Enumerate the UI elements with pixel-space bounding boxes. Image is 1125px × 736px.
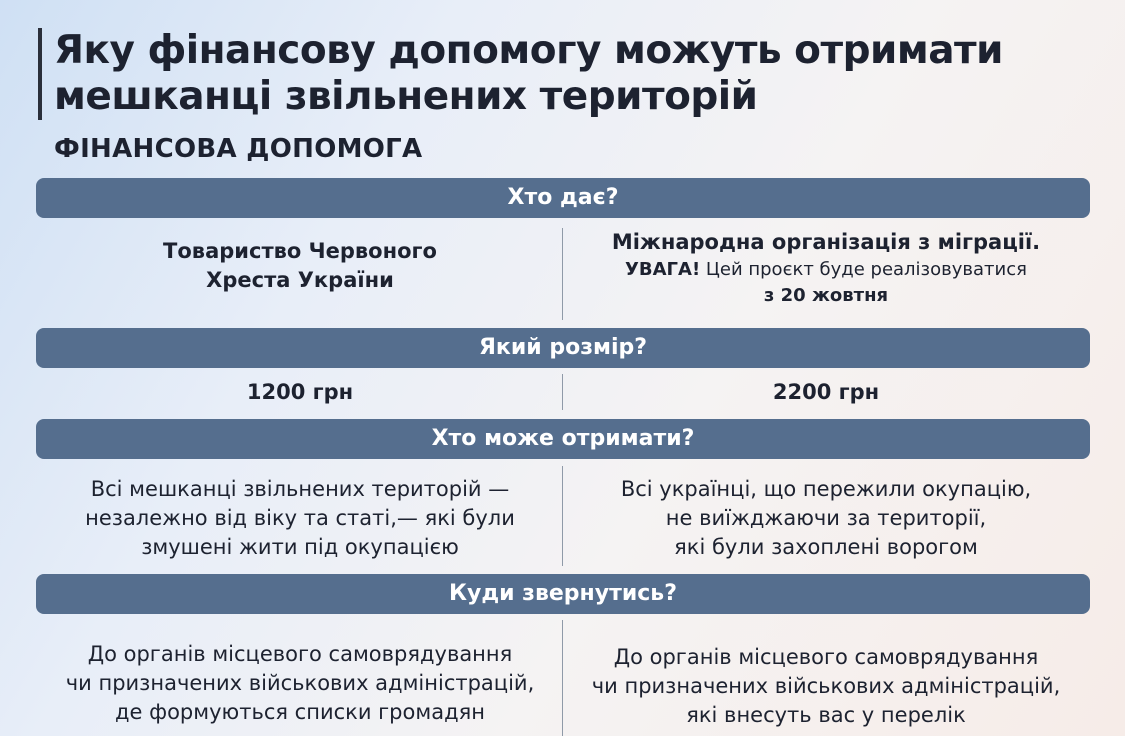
who-gives-right xyxy=(566,228,1086,309)
who-gives-right-date: з 20 жовтня xyxy=(763,285,889,306)
section-header-where-to: Куди звернутись? xyxy=(36,574,1090,614)
attention-label: УВАГА! xyxy=(625,259,701,280)
title-line-2: мешканці звільнених територій xyxy=(54,74,758,119)
where-to-right xyxy=(566,643,1086,730)
who-can-left xyxy=(40,475,560,562)
page-title xyxy=(38,28,1003,120)
where-to-left-line-1: До органів місцевого самоврядування xyxy=(87,642,513,666)
who-can-left-line-3: змушені жити під окупацією xyxy=(141,535,459,559)
who-gives-left xyxy=(40,237,560,295)
who-can-right xyxy=(566,475,1086,562)
where-to-left-line-2: чи призначених військових адміністрацій, xyxy=(65,671,535,695)
where-to-right-line-2: чи призначених військових адміністрацій, xyxy=(591,674,1061,698)
amount-right: 2200 грн xyxy=(772,380,880,404)
section-header-who-gives: Хто дає? xyxy=(36,178,1090,218)
section-header-who-can: Хто може отримати? xyxy=(36,419,1090,459)
title-line-1: Яку фінансову допомогу можуть отримати xyxy=(54,28,1003,73)
who-can-right-line-3: які були захоплені ворогом xyxy=(674,535,978,559)
column-divider-2 xyxy=(562,374,563,410)
who-gives-right-title: Міжнародна організація з міграції. xyxy=(611,230,1041,254)
attention-text: Цей проєкт буде реалізовуватися xyxy=(700,259,1027,280)
column-divider-3 xyxy=(562,466,563,566)
who-can-left-line-1: Всі мешканці звільнених територій — xyxy=(90,477,510,501)
who-can-right-line-1: Всі українці, що пережили окупацію, xyxy=(620,477,1032,501)
column-divider-4 xyxy=(562,620,563,736)
who-can-left-line-2: незалежно від віку та статі,— які були xyxy=(85,506,515,530)
who-can-right-line-2: не виїжджаючи за території, xyxy=(665,506,987,530)
where-to-left-line-3: де формуються списки громадян xyxy=(115,700,485,724)
where-to-right-line-1: До органів місцевого самоврядування xyxy=(613,645,1039,669)
who-gives-left-line-1: Товариство Червоного xyxy=(163,239,437,263)
where-to-right-line-3: які внесуть вас у перелік xyxy=(686,703,966,727)
amount-left: 1200 грн xyxy=(246,380,354,404)
who-gives-right-note xyxy=(566,257,1086,283)
subtitle: ФІНАНСОВА ДОПОМОГА xyxy=(54,134,423,164)
where-to-left xyxy=(40,640,560,727)
column-divider-1 xyxy=(562,228,563,320)
section-header-amount: Який розмір? xyxy=(36,328,1090,368)
who-gives-left-line-2: Хреста України xyxy=(206,268,394,292)
